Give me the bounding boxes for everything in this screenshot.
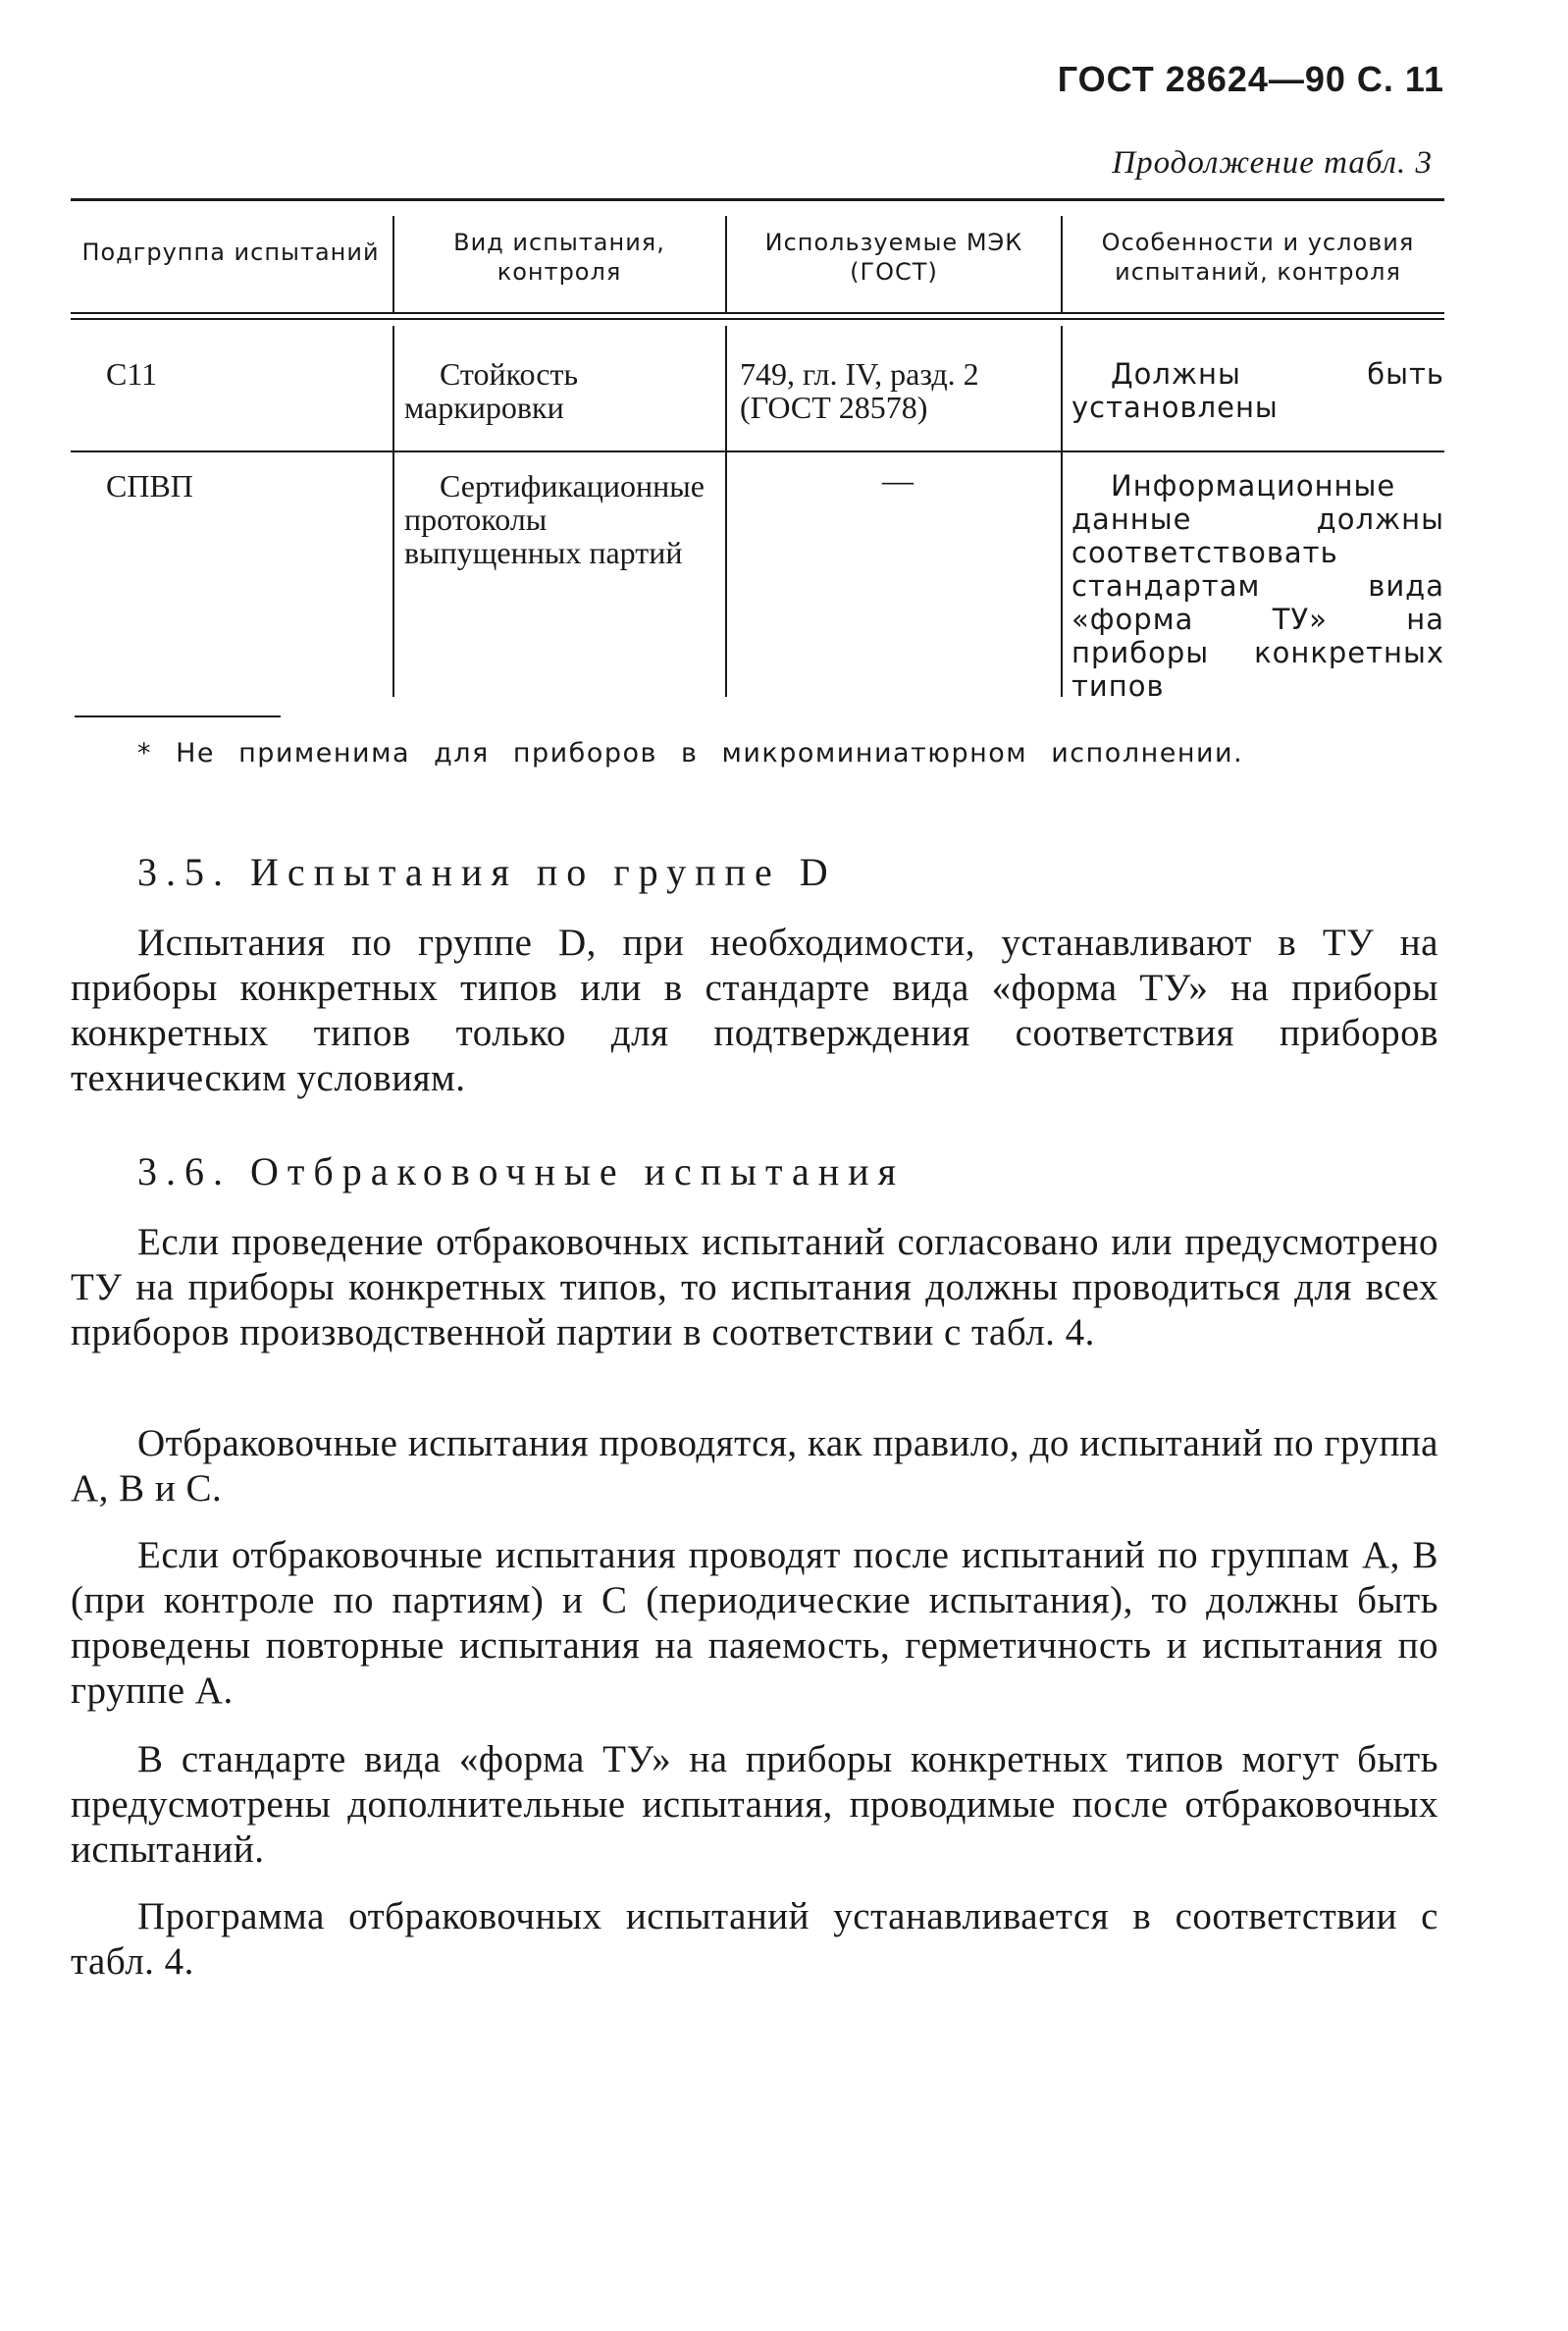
section-3-5-heading: 3.5. Испытания по группе D (137, 850, 837, 894)
row-2-iec: — (882, 462, 914, 498)
section-3-6-paragraph-1: Если проведение отбраковочных испытаний согласовано или предусмотрено ТУ на приборы конкретных типов, то испытания должны проводиться для всех приборов производственной партии в соответствии с табл. 4. (71, 1221, 1438, 1353)
column-header-test: Вид испытания, контроля (453, 229, 665, 286)
column-divider (1061, 216, 1063, 314)
section-3-6-paragraph-5: Программа отбраковочных испытаний устанавливается в соответствии с табл. 4. (71, 1895, 1438, 1983)
column-header-iec: Используемые МЭК (ГОСТ) (764, 229, 1023, 286)
header-bottom-rule-double (71, 318, 1444, 320)
column-divider (392, 216, 394, 314)
row-2-notes: Информационные данные должны соответствовать стандартам вида «форма ТУ» на приборы конкретных типов (1071, 469, 1444, 703)
section-3-5-paragraph-1: Испытания по группе D, при необходимости, устанавливают в ТУ на приборы конкретных типов или в стандарте вида «форма ТУ» на приборы конкретных типов только для подтверждения соответствия приборов техническим условиям. (71, 922, 1438, 1099)
table-continuation-label: Продолжение табл. 3 (1112, 145, 1433, 181)
page-header-code: ГОСТ 28624—90 С. 11 (1057, 59, 1444, 99)
column-divider (725, 216, 727, 314)
row-2-test: Сертификационные протоколы выпущенных партий (404, 468, 705, 570)
section-3-6-heading: 3.6. Отбраковочные испытания (137, 1149, 905, 1193)
row-2-subgroup: СПВП (106, 468, 193, 503)
column-divider (392, 326, 394, 697)
section-3-6-paragraph-2: Отбраковочные испытания проводятся, как правило, до испытаний по группа А, В и С. (71, 1422, 1438, 1510)
header-bottom-rule (71, 312, 1444, 314)
section-3-6-paragraph-4: В стандарте вида «форма ТУ» на приборы конкретных типов могут быть предусмотрены дополнительные испытания, проводимые после отбраковочных испытаний. (71, 1738, 1438, 1871)
column-header-subgroup: Подгруппа испытаний (81, 238, 380, 266)
column-header-notes: Особенности и условия испытаний, контроля (1101, 229, 1415, 286)
row-1-iec: 749, гл. IV, разд. 2 (ГОСТ 28578) (740, 356, 979, 425)
row-1-test: Стойкость маркировки (404, 356, 579, 425)
table-3 (71, 198, 1444, 703)
column-divider (725, 326, 727, 697)
row-separator (71, 450, 1444, 452)
section-3-6-paragraph-3: Если отбраковочные испытания проводят после испытаний по группам А, В (при контроле по партиям) и С (периодические испытания), то должны быть проведены повторные испытания на паяемость, герметичность и испытания по группе А. (71, 1534, 1438, 1712)
table-top-rule (71, 198, 1444, 201)
footnote: * Не применима для приборов в микроминиатюрном исполнении. (137, 738, 1244, 768)
footnote-rule (75, 715, 281, 717)
column-divider (1061, 326, 1063, 697)
row-1-notes: Должны быть установлены (1071, 357, 1444, 424)
row-1-subgroup: C11 (106, 356, 158, 392)
